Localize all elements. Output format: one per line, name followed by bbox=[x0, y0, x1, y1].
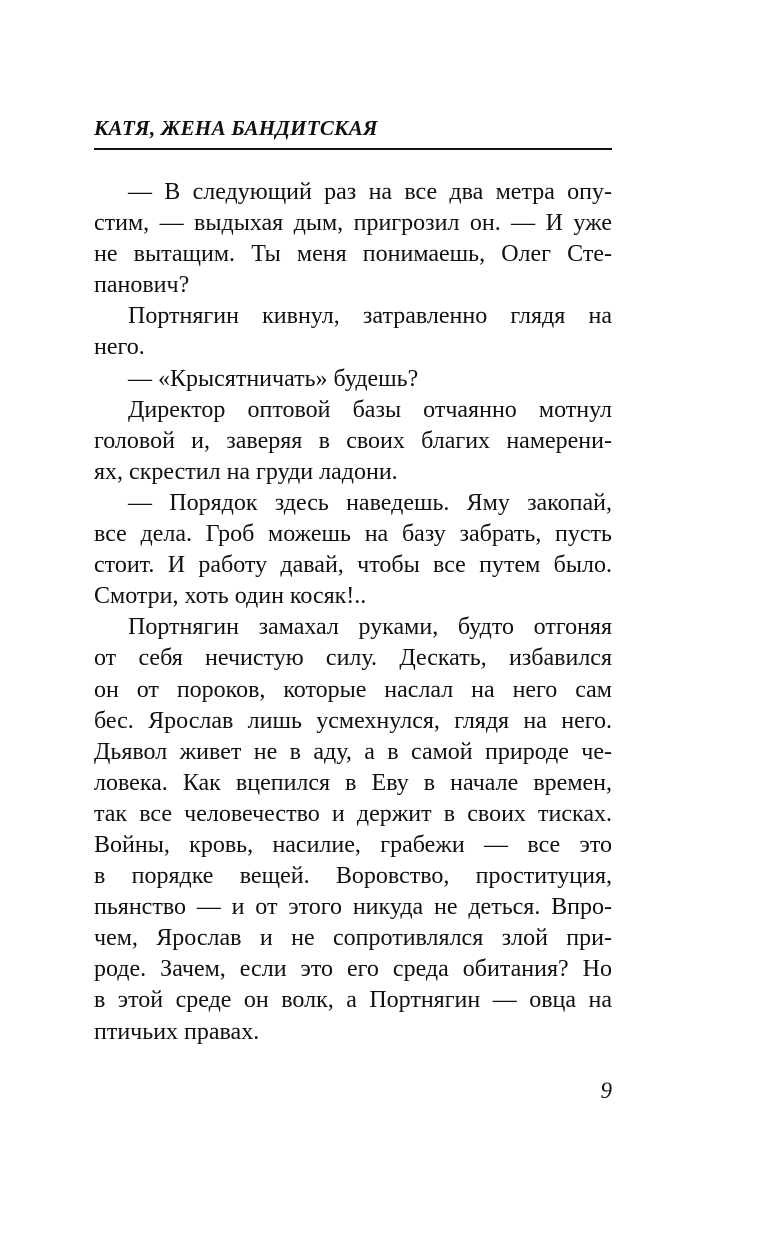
text-line: Портнягин замахал руками, будто отгоняя bbox=[128, 614, 612, 641]
text-line: — «Крысятничать» будешь? bbox=[128, 365, 419, 392]
text-line: стоит. И работу давай, чтобы все путем было. bbox=[94, 552, 612, 579]
text-line: роде. Зачем, если это его среда обитания? Но bbox=[94, 956, 612, 983]
text-line: в порядке вещей. Воровство, проституция, bbox=[94, 863, 612, 890]
text-line: Дьявол живет не в аду, а в самой природе че- bbox=[94, 738, 612, 765]
page-number: 9 bbox=[600, 1078, 612, 1103]
text-line: головой и, заверяя в своих благих намерени- bbox=[94, 427, 612, 454]
text-line: Войны, кровь, насилие, грабежи — все это bbox=[94, 831, 612, 858]
text-line: пьянство — и от этого никуда не деться. Впро- bbox=[94, 894, 612, 921]
running-title: КАТЯ, ЖЕНА БАНДИТСКАЯ bbox=[94, 116, 378, 140]
text-line: панович? bbox=[94, 272, 190, 299]
text-line: Смотри, хоть один косяк!.. bbox=[94, 583, 367, 610]
text-line: так все человечество и держит в своих тисках. bbox=[94, 800, 612, 827]
text-line: — В следующий раз на все два метра опу- bbox=[128, 179, 612, 205]
text-line: все дела. Гроб можешь на базу забрать, пусть bbox=[94, 521, 612, 548]
text-line: стим, — выдыхая дым, пригрозил он. — И уже bbox=[94, 210, 612, 237]
text-line: чем, Ярослав и не сопротивлялся злой при- bbox=[94, 925, 612, 952]
text-line: ловека. Как вцепился в Еву в начале времен, bbox=[94, 769, 612, 796]
body-text bbox=[94, 177, 612, 1048]
text-line: ях, скрестил на груди ладони. bbox=[94, 458, 398, 485]
text-line: — Порядок здесь наведешь. Яму закопай, bbox=[128, 489, 612, 516]
text-line: в этой среде он волк, а Портнягин — овца на bbox=[94, 987, 612, 1014]
text-line: от себя нечистую силу. Дескать, избавился bbox=[94, 645, 612, 672]
text-line: Портнягин кивнул, затравленно глядя на bbox=[128, 303, 612, 330]
text-line: он от пороков, которые наслал на него сам bbox=[94, 676, 612, 703]
text-line: не вытащим. Ты меня понимаешь, Олег Сте- bbox=[94, 241, 612, 268]
text-line: него. bbox=[94, 334, 145, 361]
text-line: птичьих правах. bbox=[94, 1018, 260, 1045]
text-line: бес. Ярослав лишь усмехнулся, глядя на него. bbox=[94, 707, 612, 734]
text-line: Директор оптовой базы отчаянно мотнул bbox=[128, 396, 612, 423]
running-header bbox=[94, 116, 612, 150]
